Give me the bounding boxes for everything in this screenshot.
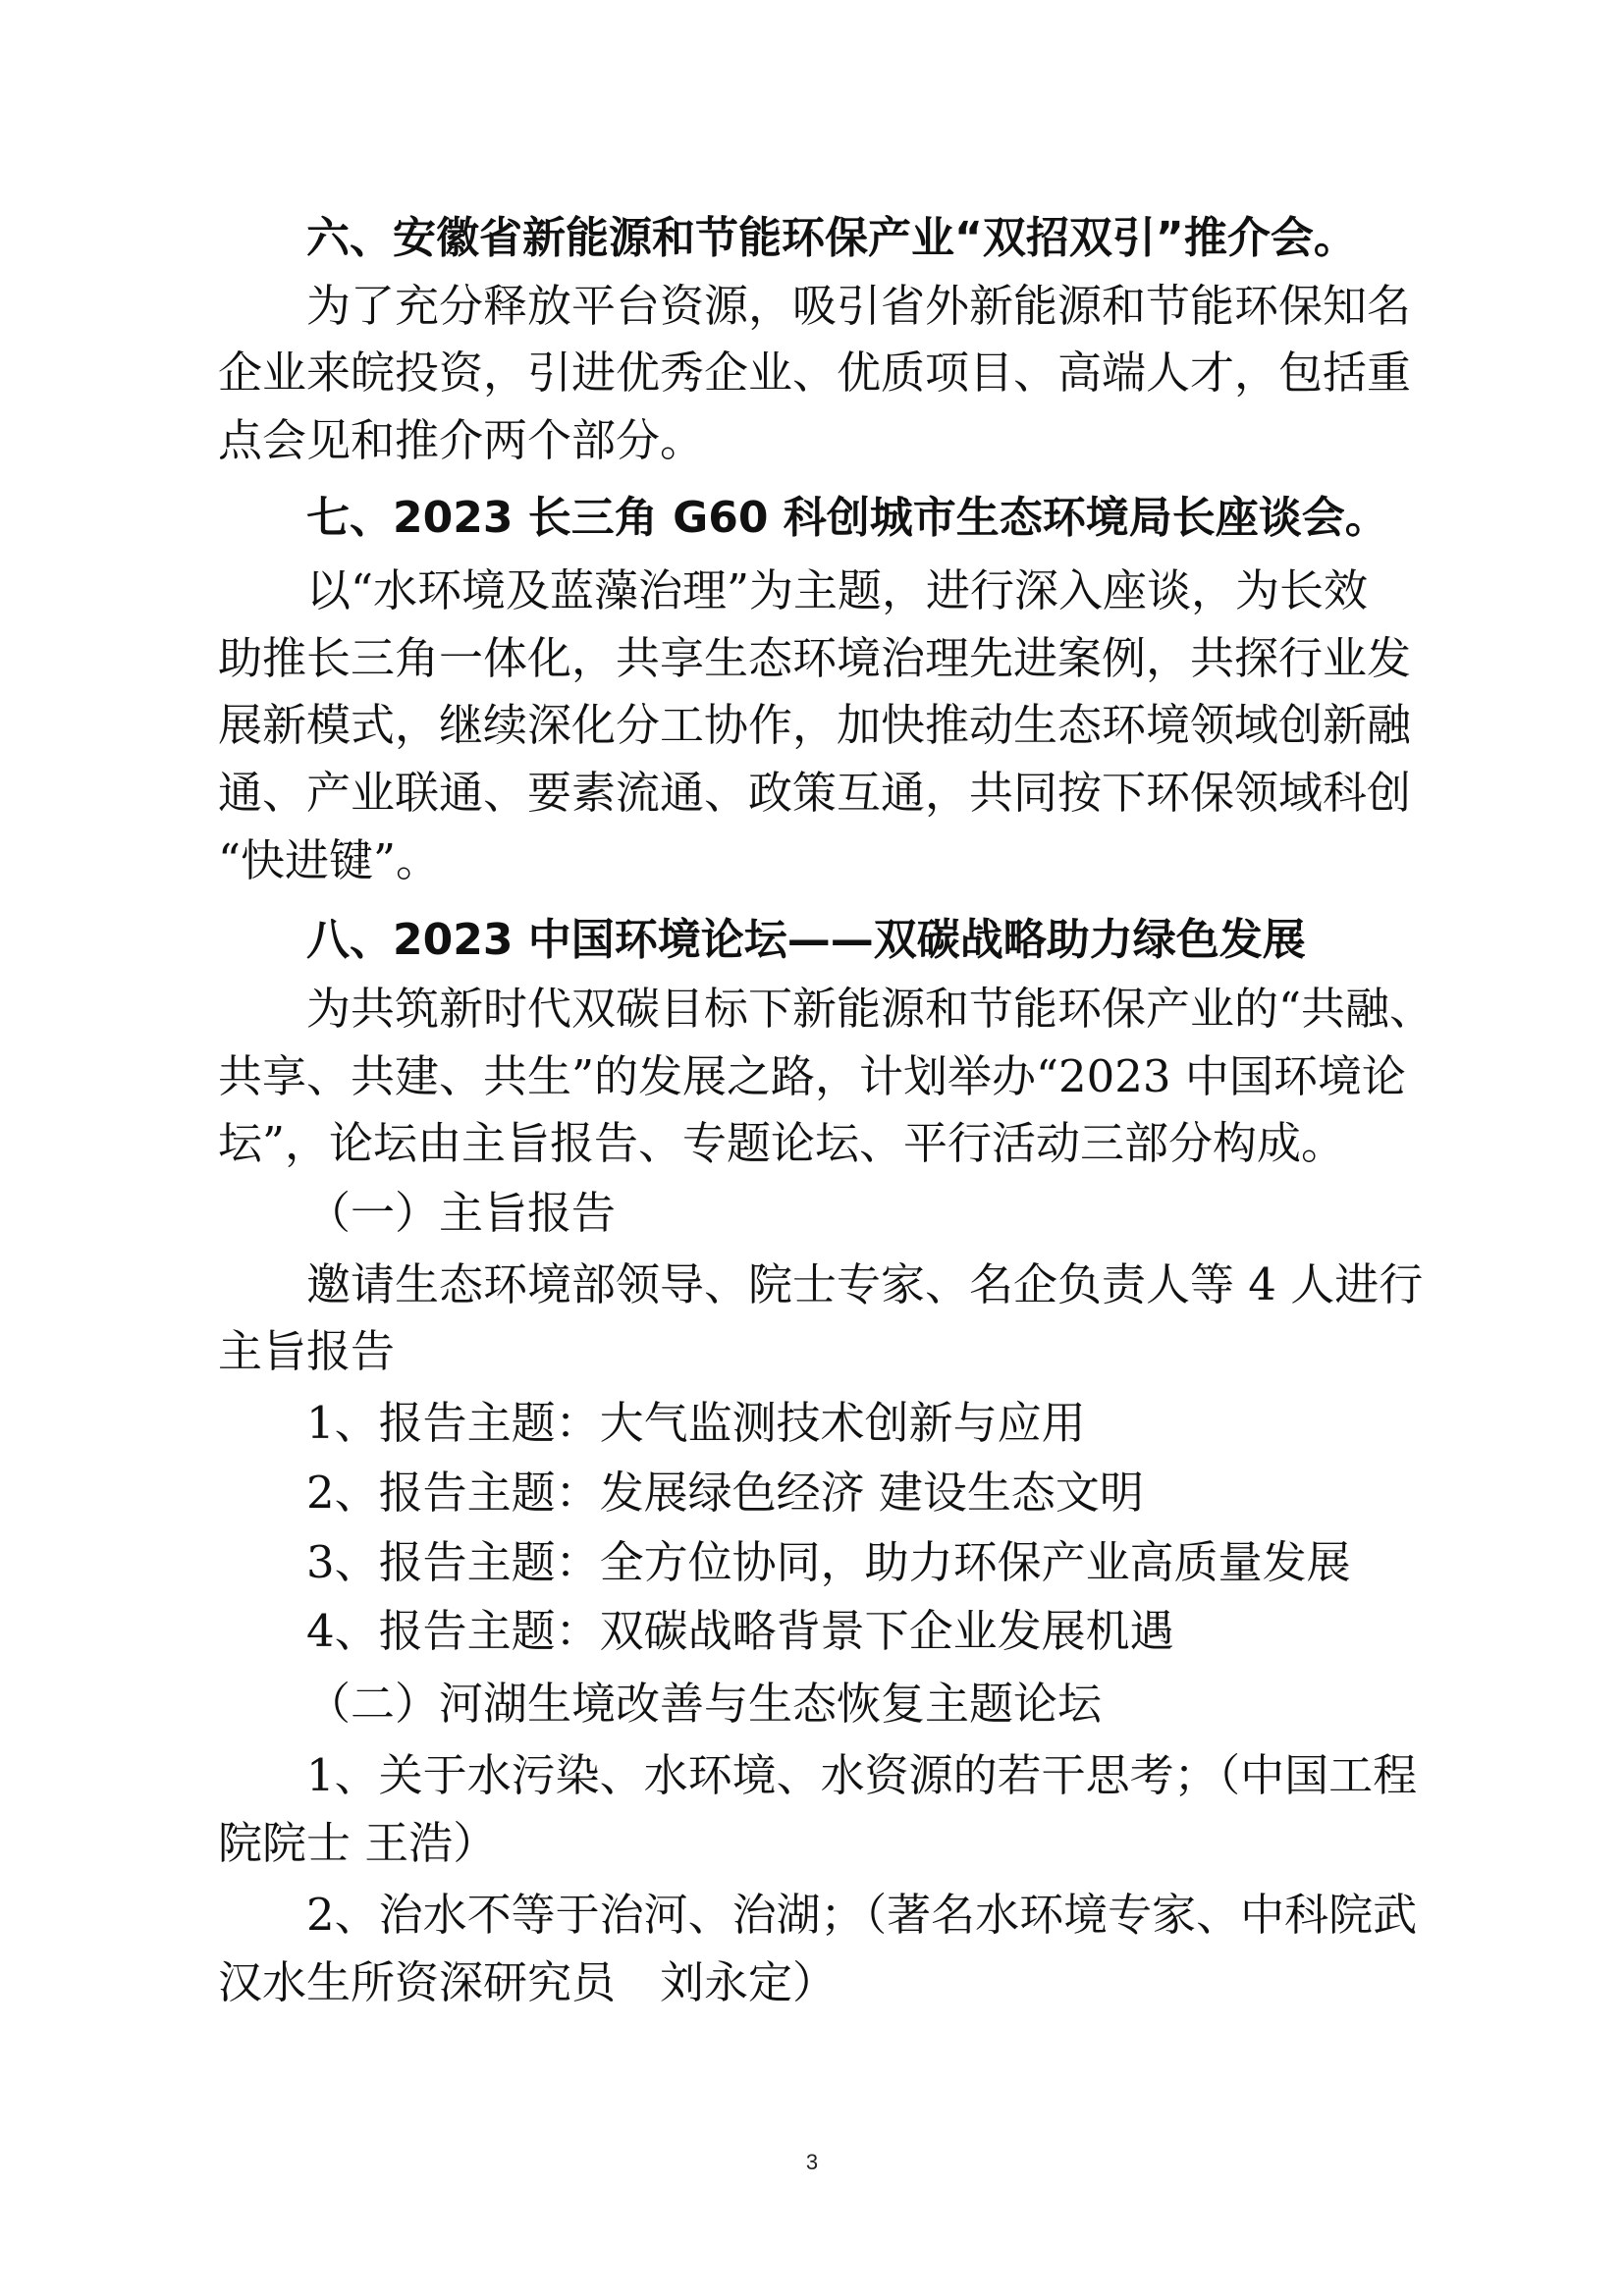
paragraph-line: （二）河湖生境改善与生态恢复主题论坛 xyxy=(306,1678,1103,1730)
paragraph-line: 院院士 王浩） xyxy=(218,1817,498,1869)
paragraph-line: （一）主旨报告 xyxy=(306,1187,617,1239)
section-heading: 六、安徽省新能源和节能环保产业“双招双引”推介会。 xyxy=(306,213,1357,263)
paragraph-line: 汉水生所资深研究员 刘永定） xyxy=(218,1956,838,2008)
paragraph-line: 以“水环境及蓝藻治理”为主题，进行深入座谈，为长效 xyxy=(306,564,1369,616)
paragraph-line: 为共筑新时代双碳目标下新能源和节能环保产业的“共融、 xyxy=(306,983,1435,1035)
paragraph-line: 1、关于水污染、水环境、水资源的若干思考；（中国工程 xyxy=(306,1749,1418,1801)
paragraph-line: 主旨报告 xyxy=(218,1325,396,1377)
paragraph-line: 3、报告主题：全方位协同，助力环保产业高质量发展 xyxy=(306,1536,1351,1588)
paragraph-line: 通、产业联通、要素流通、政策互通，共同按下环保领域科创 xyxy=(218,767,1412,819)
paragraph-line: 2、治水不等于治河、治湖；（著名水环境专家、中科院武 xyxy=(306,1889,1418,1941)
page-number: 3 xyxy=(805,2150,819,2174)
paragraph-line: 点会见和推介两个部分。 xyxy=(218,414,705,466)
paragraph-line: 坛”，论坛由主旨报告、专题论坛、平行活动三部分构成。 xyxy=(218,1117,1346,1169)
paragraph-line: 展新模式，继续深化分工协作，加快推动生态环境领域创新融 xyxy=(218,699,1412,751)
paragraph-line: 1、报告主题：大气监测技术创新与应用 xyxy=(306,1397,1086,1449)
paragraph-line: 助推长三角一体化，共享生态环境治理先进案例，共探行业发 xyxy=(218,632,1412,684)
paragraph-line: 共享、共建、共生”的发展之路，计划举办“2023 中国环境论 xyxy=(218,1050,1406,1102)
paragraph-line: 为了充分释放平台资源，吸引省外新能源和节能环保知名 xyxy=(306,280,1412,332)
paragraph-line: 2、报告主题：发展绿色经济 建设生态文明 xyxy=(306,1467,1144,1519)
paragraph-line: 4、报告主题：双碳战略背景下企业发展机遇 xyxy=(306,1605,1174,1657)
paragraph-line: “快进键”。 xyxy=(218,834,441,886)
paragraph-line: 企业来皖投资，引进优秀企业、优质项目、高端人才，包括重 xyxy=(218,347,1412,399)
section-heading: 八、2023 中国环境论坛——双碳战略助力绿色发展 xyxy=(306,915,1306,965)
paragraph-line: 邀请生态环境部领导、院士专家、名企负责人等 4 人进行 xyxy=(306,1258,1424,1310)
section-heading: 七、2023 长三角 G60 科创城市生态环境局长座谈会。 xyxy=(306,493,1388,543)
